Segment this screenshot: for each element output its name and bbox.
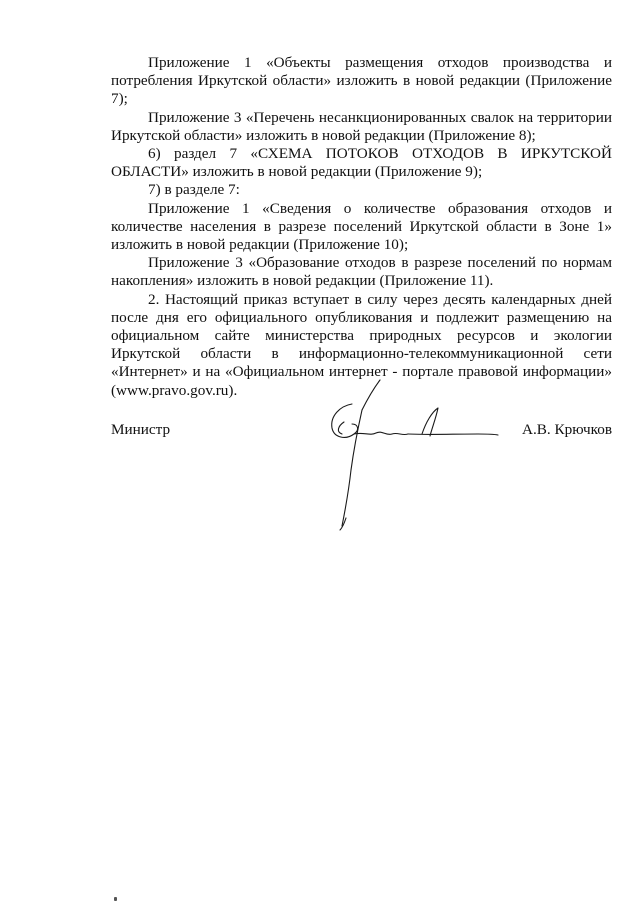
document-body [111,54,612,400]
paragraph-entry-into-force: 2. Настоящий приказ вступает в силу через десять календарных дней после дня его официального опубликования и подлежит размещению на официальном сайте министерства природных ресурсов и экологии Иркутской области в информационно-телекоммуникационной сети «Интернет» и на «Официальном интернет - портале правовой информации» (www.pravo.gov.ru). [111,290,612,399]
paragraph-section-7-scheme: 6) раздел 7 «СХЕМА ПОТОКОВ ОТХОДОВ В ИРКУТСКОЙ ОБЛАСТИ» изложить в новой редакции (Приложение 9); [111,145,612,181]
paragraph-section-7-appendix-1: Приложение 1 «Сведения о количестве образования отходов и количестве населения в разрезе поселений Иркутской области в Зоне 1» изложить в новой редакции (Приложение 10); [111,199,612,254]
handwritten-signature [318,378,508,538]
signer-position: Министр [111,421,171,438]
paragraph-section-7-appendix-3: Приложение 3 «Образование отходов в разрезе поселений по нормам накопления» изложить в новой редакции (Приложение 11). [111,254,612,290]
paragraph-appendix-1: Приложение 1 «Объекты размещения отходов производства и потребления Иркутской области» изложить в новой редакции (Приложение 7); [111,54,612,108]
signer-name: А.В. Крючков [522,421,612,438]
paragraph-in-section-7: 7) в разделе 7: [148,181,240,199]
paragraph-appendix-3: Приложение 3 «Перечень несанкционированных свалок на территории Иркутской области» изложить в новой редакции (Приложение 8); [111,108,612,144]
scan-artifact [114,897,117,901]
